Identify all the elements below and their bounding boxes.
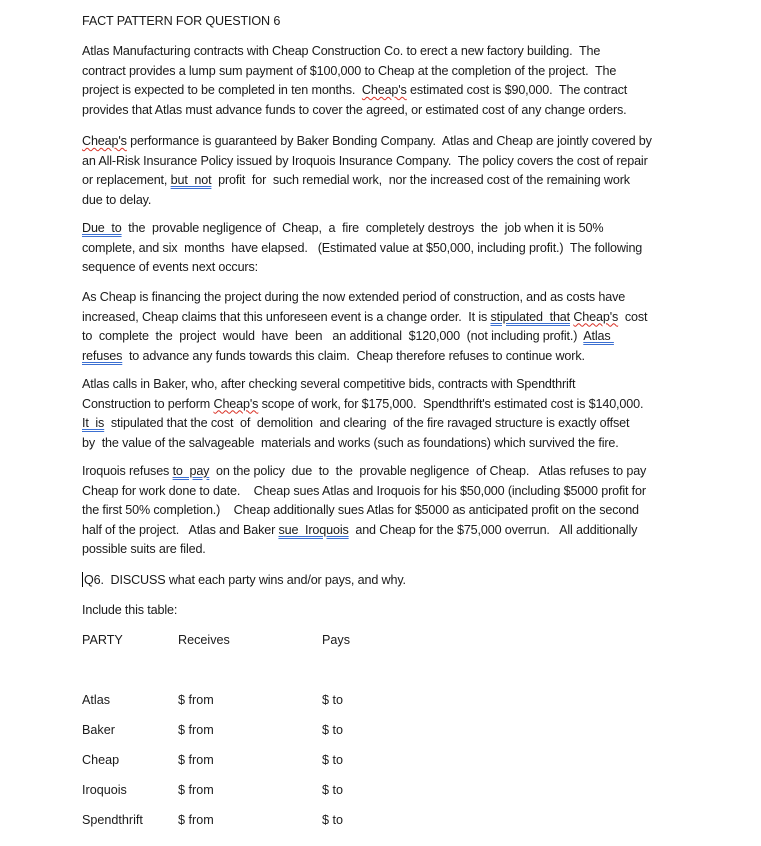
grammar-flag[interactable]: to pay bbox=[172, 464, 210, 478]
spelling-flag[interactable]: Cheap's bbox=[213, 396, 259, 411]
table-cell-receives: $ from bbox=[178, 723, 214, 737]
text-run: profit for such remedial work, nor the increased cost of the remaining work bbox=[211, 173, 630, 187]
text-run: and Cheap for the $75,000 overrun. All additionally bbox=[348, 522, 638, 537]
table-cell-receives: $ from bbox=[178, 813, 214, 827]
question-line[interactable] bbox=[82, 571, 406, 591]
p5-line4: by the value of the salvageable materials and works (such as foundations) which survived the fire. bbox=[82, 435, 619, 450]
text-run: performance is guaranteed by Baker Bonding Company. Atlas and Cheap are jointly covered by bbox=[126, 134, 652, 148]
grammar-flag[interactable]: but not bbox=[170, 173, 212, 187]
p5-line2 bbox=[82, 395, 643, 415]
p4-line2 bbox=[82, 308, 647, 328]
p6-line4 bbox=[82, 521, 637, 541]
p1-line1: Atlas Manufacturing contracts with Cheap Construction Co. to erect a new factory building. The bbox=[82, 44, 601, 58]
table-cell-party: Cheap bbox=[82, 753, 120, 767]
p6-line1 bbox=[82, 462, 646, 482]
p6-line2: Cheap for work done to date. Cheap sues Atlas and Iroquois for his $50,000 (including $5000 profit for bbox=[82, 483, 646, 498]
p4-line1: As Cheap is financing the project during the now extended period of construction, and as costs have bbox=[82, 290, 626, 304]
table-cell-pays: $ to bbox=[322, 813, 344, 827]
text-run: Iroquois refuses bbox=[82, 464, 173, 478]
text-run: the provable negligence of Cheap, a fire completely destroys the job when it is 50% bbox=[121, 221, 604, 235]
table-cell-party: Baker bbox=[82, 723, 115, 737]
p1-line3 bbox=[82, 81, 627, 101]
p2-line1 bbox=[82, 132, 652, 152]
p6-line5: possible suits are filed. bbox=[82, 542, 206, 556]
p1-line4: provides that Atlas must advance funds to cover the agreed, or estimated cost of any change orders. bbox=[82, 102, 627, 117]
spelling-flag[interactable]: Cheap's bbox=[361, 83, 407, 97]
spelling-flag[interactable]: Cheap's bbox=[573, 309, 619, 324]
text-run: Construction to perform bbox=[82, 396, 214, 411]
table-cell-receives: $ from bbox=[178, 783, 214, 797]
table-header-party: PARTY bbox=[82, 633, 123, 647]
table-cell-party: Atlas bbox=[82, 693, 110, 707]
text-run: to complete the project would have been an additional $120,000 (not including profit.) bbox=[82, 329, 584, 343]
text-run: to advance any funds towards this claim. Cheap therefore refuses to continue work. bbox=[122, 348, 585, 363]
p2-line3 bbox=[82, 171, 630, 191]
grammar-flag[interactable]: stipulated that bbox=[490, 309, 570, 324]
spelling-flag[interactable]: Cheap's bbox=[82, 134, 127, 148]
text-run: increased, Cheap claims that this unforeseen event is a change order. It is bbox=[82, 309, 491, 324]
p1-line2: contract provides a lump sum payment of $100,000 to Cheap at the completion of the project. The bbox=[82, 63, 617, 78]
table-cell-receives: $ from bbox=[178, 693, 214, 707]
text-run: half of the project. Atlas and Baker bbox=[82, 522, 279, 537]
table-cell-pays: $ to bbox=[322, 723, 344, 737]
p3-line1 bbox=[82, 219, 603, 239]
document-title: FACT PATTERN FOR QUESTION 6 bbox=[82, 14, 281, 28]
table-header-pays: Pays bbox=[322, 633, 350, 647]
instruction-line: Include this table: bbox=[82, 603, 178, 617]
text-cursor bbox=[82, 572, 83, 587]
text-run: project is expected to be completed in ten months. bbox=[82, 83, 362, 97]
grammar-flag[interactable]: refuses bbox=[82, 348, 123, 363]
p4-line3 bbox=[82, 327, 614, 347]
table-cell-party: Iroquois bbox=[82, 783, 127, 797]
table-header-receives: Receives bbox=[178, 633, 230, 647]
text-run: cost bbox=[618, 309, 648, 324]
question-text: Q6. DISCUSS what each party wins and/or pays, and why. bbox=[84, 573, 406, 587]
p5-line1: Atlas calls in Baker, who, after checking several competitive bids, contracts with Spendthrift bbox=[82, 377, 576, 391]
table-cell-pays: $ to bbox=[322, 783, 344, 797]
text-run: on the policy due to the provable negligence of Cheap. Atlas refuses to pay bbox=[209, 464, 647, 478]
p3-line3: sequence of events next occurs: bbox=[82, 260, 258, 274]
grammar-flag[interactable]: Atlas bbox=[583, 329, 614, 343]
table-cell-receives: $ from bbox=[178, 753, 214, 767]
p3-line2: complete, and six months have elapsed. (Estimated value at $50,000, including profit.) The following bbox=[82, 240, 643, 255]
p4-line4 bbox=[82, 347, 585, 367]
text-run: stipulated that the cost of demolition and clearing of the fire ravaged structure is exactly offset bbox=[104, 416, 630, 430]
text-run: or replacement, bbox=[82, 173, 171, 187]
p2-line2: an All-Risk Insurance Policy issued by Iroquois Insurance Company. The policy covers the cost of repair bbox=[82, 153, 648, 168]
grammar-flag[interactable]: It is bbox=[82, 416, 105, 430]
table-cell-party: Spendthrift bbox=[82, 813, 143, 827]
p2-line4: due to delay. bbox=[82, 192, 152, 207]
text-run: estimated cost is $90,000. The contract bbox=[406, 83, 628, 97]
p5-line3 bbox=[82, 414, 629, 434]
p6-line3: the first 50% completion.) Cheap additionally sues Atlas for $5000 as anticipated profit on the second bbox=[82, 503, 639, 517]
grammar-flag[interactable]: sue Iroquois bbox=[278, 522, 349, 537]
grammar-flag[interactable]: Due to bbox=[82, 221, 122, 235]
text-run: scope of work, for $175,000. Spendthrift's estimated cost is $140,000. bbox=[258, 396, 644, 411]
table-cell-pays: $ to bbox=[322, 753, 344, 767]
table-cell-pays: $ to bbox=[322, 693, 344, 707]
